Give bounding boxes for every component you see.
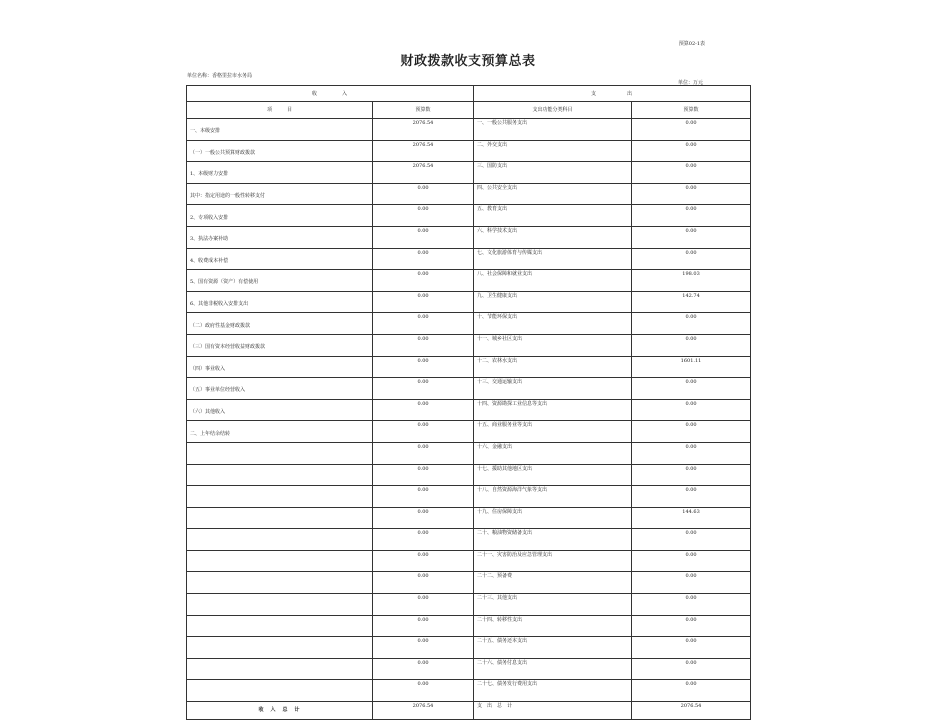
income-item-cell bbox=[187, 572, 373, 594]
expense-total-amount: 2076.54 bbox=[632, 702, 751, 720]
expense-item-cell: 十九、住房保障支出 bbox=[474, 507, 632, 529]
expense-item-cell: 二十、粮油物资储备支出 bbox=[474, 529, 632, 551]
income-amount-cell: 0.00 bbox=[373, 615, 474, 637]
expense-amount-cell: 0.00 bbox=[632, 205, 751, 227]
expense-amount-cell: 0.00 bbox=[632, 162, 751, 184]
func-class-column-header: 支出功能分类科目 bbox=[474, 102, 632, 119]
income-item-cell bbox=[187, 637, 373, 659]
expense-amount-cell: 0.00 bbox=[632, 140, 751, 162]
income-item-cell bbox=[187, 464, 373, 486]
table-row bbox=[187, 291, 751, 313]
expense-amount-cell: 0.00 bbox=[632, 442, 751, 464]
income-item-cell bbox=[187, 550, 373, 572]
expense-amount-cell: 0.00 bbox=[632, 183, 751, 205]
expense-item-cell: 六、科学技术支出 bbox=[474, 226, 632, 248]
expense-total-label: 支 出 总 计 bbox=[474, 702, 632, 720]
table-section-header bbox=[187, 86, 751, 102]
table-row bbox=[187, 529, 751, 551]
income-amount-cell: 0.00 bbox=[373, 421, 474, 443]
item-column-header: 项 目 bbox=[187, 102, 373, 119]
expense-item-cell: 二十七、债务发行费用支出 bbox=[474, 680, 632, 702]
expense-item-cell: 十六、金融支出 bbox=[474, 442, 632, 464]
expense-item-cell: 四、公共安全支出 bbox=[474, 183, 632, 205]
expense-amount-cell: 0.00 bbox=[632, 572, 751, 594]
income-amount-cell: 0.00 bbox=[373, 529, 474, 551]
table-row bbox=[187, 399, 751, 421]
expense-item-cell: 二十一、灾害防治及应急管理支出 bbox=[474, 550, 632, 572]
table-row bbox=[187, 356, 751, 378]
expense-amount-cell: 0.00 bbox=[632, 226, 751, 248]
income-item-cell: （六）其他收入 bbox=[187, 399, 373, 421]
form-number: 预算02-1表 bbox=[678, 41, 705, 47]
income-amount-cell: 0.00 bbox=[373, 205, 474, 227]
income-amount-cell: 0.00 bbox=[373, 226, 474, 248]
income-total-amount: 2076.54 bbox=[373, 702, 474, 720]
expense-item-cell: 十八、自然资源海洋气象等支出 bbox=[474, 486, 632, 508]
expense-amount-cell: 142.74 bbox=[632, 291, 751, 313]
income-item-cell bbox=[187, 442, 373, 464]
table-row bbox=[187, 313, 751, 335]
income-amount-cell: 0.00 bbox=[373, 334, 474, 356]
income-item-cell: （五）事业单位经营收入 bbox=[187, 378, 373, 400]
income-item-cell: 二、上年结余结转 bbox=[187, 421, 373, 443]
income-section-header: 收 入 bbox=[187, 86, 474, 102]
income-total-label: 收 入 总 计 bbox=[187, 702, 373, 720]
expense-item-cell: 二十二、预备费 bbox=[474, 572, 632, 594]
expense-item-cell: 二十五、债务还本支出 bbox=[474, 637, 632, 659]
expense-amount-cell: 0.00 bbox=[632, 529, 751, 551]
income-item-cell bbox=[187, 507, 373, 529]
table-row bbox=[187, 464, 751, 486]
income-amount-column-header: 预算数 bbox=[373, 102, 474, 119]
table-row bbox=[187, 572, 751, 594]
income-amount-cell: 0.00 bbox=[373, 637, 474, 659]
unit-label: 单位：万元 bbox=[678, 80, 704, 86]
income-item-cell: 2、专项收入安排 bbox=[187, 205, 373, 227]
income-item-cell bbox=[187, 615, 373, 637]
income-amount-cell: 0.00 bbox=[373, 594, 474, 616]
income-amount-cell: 0.00 bbox=[373, 572, 474, 594]
table-row bbox=[187, 594, 751, 616]
income-item-cell bbox=[187, 486, 373, 508]
unit-name: 单位名称：香格里拉市水务局 bbox=[187, 73, 253, 79]
income-item-cell: 3、执法办案补助 bbox=[187, 226, 373, 248]
table-row bbox=[187, 486, 751, 508]
expense-item-cell: 五、教育支出 bbox=[474, 205, 632, 227]
expense-section-header: 支 出 bbox=[474, 86, 751, 102]
expense-amount-cell: 0.00 bbox=[632, 594, 751, 616]
income-item-cell: 其中：指定用途的一般性转移支付 bbox=[187, 183, 373, 205]
budget-table bbox=[186, 85, 751, 720]
income-item-cell: 4、收费成本补偿 bbox=[187, 248, 373, 270]
expense-amount-cell: 0.00 bbox=[632, 119, 751, 141]
income-amount-cell: 0.00 bbox=[373, 442, 474, 464]
totals-row bbox=[187, 702, 751, 720]
expense-item-cell: 二十三、其他支出 bbox=[474, 594, 632, 616]
income-item-cell: 6、其他非税收入安排支出 bbox=[187, 291, 373, 313]
expense-item-cell: 十四、资源勘探工业信息等支出 bbox=[474, 399, 632, 421]
table-row bbox=[187, 119, 751, 141]
income-item-cell bbox=[187, 594, 373, 616]
table-row bbox=[187, 334, 751, 356]
expense-item-cell: 十、节能环保支出 bbox=[474, 313, 632, 335]
table-row bbox=[187, 162, 751, 184]
table-row bbox=[187, 205, 751, 227]
expense-item-cell: 二、外交支出 bbox=[474, 140, 632, 162]
income-amount-cell: 0.00 bbox=[373, 464, 474, 486]
expense-item-cell: 一、一般公共服务支出 bbox=[474, 119, 632, 141]
income-amount-cell: 0.00 bbox=[373, 270, 474, 292]
expense-item-cell: 十七、援助其他地区支出 bbox=[474, 464, 632, 486]
expense-item-cell: 八、社会保障和就业支出 bbox=[474, 270, 632, 292]
income-item-cell: （三）国有资本经营收益财政拨款 bbox=[187, 334, 373, 356]
expense-amount-cell: 0.00 bbox=[632, 421, 751, 443]
income-amount-cell: 2076.54 bbox=[373, 119, 474, 141]
income-amount-cell: 0.00 bbox=[373, 550, 474, 572]
expense-amount-cell: 0.00 bbox=[632, 378, 751, 400]
expense-amount-cell: 0.00 bbox=[632, 464, 751, 486]
expense-item-cell: 十五、商业服务业等支出 bbox=[474, 421, 632, 443]
table-row bbox=[187, 637, 751, 659]
income-amount-cell: 0.00 bbox=[373, 313, 474, 335]
table-row bbox=[187, 226, 751, 248]
expense-item-cell: 十一、城乡社区支出 bbox=[474, 334, 632, 356]
table-row bbox=[187, 140, 751, 162]
expense-amount-cell: 0.00 bbox=[632, 248, 751, 270]
expense-item-cell: 三、国防支出 bbox=[474, 162, 632, 184]
income-amount-cell: 0.00 bbox=[373, 183, 474, 205]
expense-item-cell: 七、文化旅游体育与传媒支出 bbox=[474, 248, 632, 270]
expense-amount-cell: 0.00 bbox=[632, 399, 751, 421]
income-amount-cell: 2076.54 bbox=[373, 140, 474, 162]
expense-amount-cell: 0.00 bbox=[632, 680, 751, 702]
income-item-cell bbox=[187, 680, 373, 702]
expense-amount-cell: 0.00 bbox=[632, 550, 751, 572]
expense-amount-cell: 144.63 bbox=[632, 507, 751, 529]
expense-item-cell: 九、卫生健康支出 bbox=[474, 291, 632, 313]
income-amount-cell: 0.00 bbox=[373, 399, 474, 421]
table-row bbox=[187, 680, 751, 702]
income-item-cell: （一）一般公共预算财政拨款 bbox=[187, 140, 373, 162]
income-amount-cell: 0.00 bbox=[373, 378, 474, 400]
table-row bbox=[187, 378, 751, 400]
income-amount-cell: 0.00 bbox=[373, 658, 474, 680]
income-item-cell: 一、本级安排 bbox=[187, 119, 373, 141]
table-row bbox=[187, 248, 751, 270]
table-row bbox=[187, 507, 751, 529]
income-item-cell: 1、本级财力安排 bbox=[187, 162, 373, 184]
table-row bbox=[187, 421, 751, 443]
income-amount-cell: 0.00 bbox=[373, 507, 474, 529]
expense-item-cell: 二十六、债务付息支出 bbox=[474, 658, 632, 680]
expense-amount-cell: 0.00 bbox=[632, 486, 751, 508]
expense-amount-cell: 0.00 bbox=[632, 658, 751, 680]
expense-item-cell: 十三、交通运输支出 bbox=[474, 378, 632, 400]
income-item-cell: （四）事业收入 bbox=[187, 356, 373, 378]
expense-amount-cell: 0.00 bbox=[632, 313, 751, 335]
income-amount-cell: 2076.54 bbox=[373, 162, 474, 184]
expense-item-cell: 十二、农林水支出 bbox=[474, 356, 632, 378]
table-row bbox=[187, 550, 751, 572]
income-amount-cell: 0.00 bbox=[373, 248, 474, 270]
income-item-cell: （二）政府性基金财政拨款 bbox=[187, 313, 373, 335]
income-item-cell bbox=[187, 529, 373, 551]
table-row bbox=[187, 183, 751, 205]
expense-amount-cell: 198.03 bbox=[632, 270, 751, 292]
income-item-cell: 5、国有资源（资产）有偿使用 bbox=[187, 270, 373, 292]
table-row bbox=[187, 442, 751, 464]
table-body bbox=[187, 119, 751, 702]
table-row bbox=[187, 270, 751, 292]
page-title: 财政拨款收支预算总表 bbox=[400, 54, 536, 69]
income-amount-cell: 0.00 bbox=[373, 291, 474, 313]
expense-amount-cell: 0.00 bbox=[632, 637, 751, 659]
table-row bbox=[187, 615, 751, 637]
income-amount-cell: 0.00 bbox=[373, 486, 474, 508]
expense-item-cell: 二十四、转移性支出 bbox=[474, 615, 632, 637]
income-amount-cell: 0.00 bbox=[373, 680, 474, 702]
income-amount-cell: 0.00 bbox=[373, 356, 474, 378]
expense-amount-cell: 0.00 bbox=[632, 615, 751, 637]
table-column-header bbox=[187, 102, 751, 119]
expense-amount-cell: 1601.11 bbox=[632, 356, 751, 378]
expense-amount-column-header: 预算数 bbox=[632, 102, 751, 119]
expense-amount-cell: 0.00 bbox=[632, 334, 751, 356]
